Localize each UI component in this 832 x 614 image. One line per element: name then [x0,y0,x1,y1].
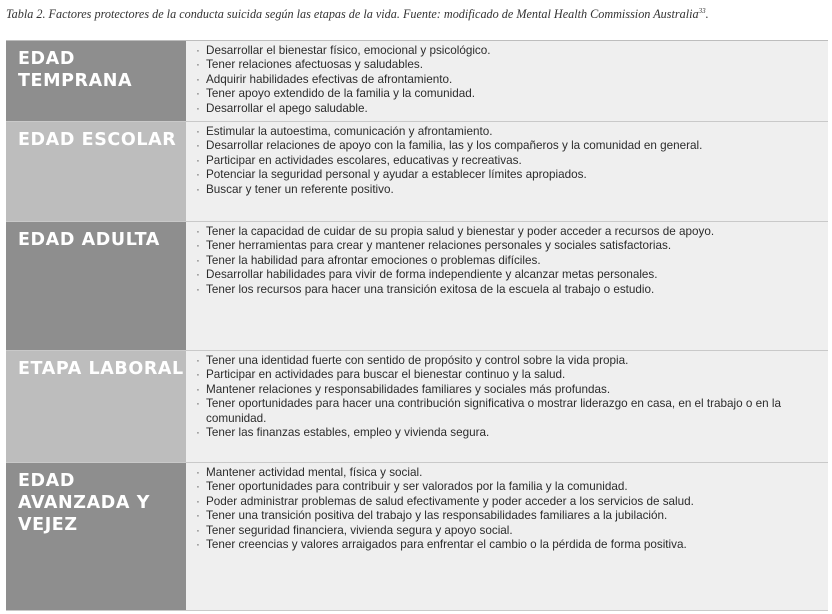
list-item: · Desarrollar habilidades para vivir de forma independiente y alcanzar metas personales. [196,268,820,282]
list-item: · Estimular la autoestima, comunicación y afrontamiento. [196,125,820,139]
factor-list [186,222,828,350]
list-item: · Mantener relaciones y responsabilidades familiares y sociales más profundas. [196,383,820,397]
list-item: · Participar en actividades para buscar el bienestar continuo y la salud. [196,368,820,382]
table-row [6,122,828,222]
list-item: · Tener relaciones afectuosas y saludables. [196,58,820,72]
list-item: · Buscar y tener un referente positivo. [196,183,820,197]
list-item: · Tener las finanzas estables, empleo y vivienda segura. [196,426,820,440]
table-row [6,222,828,351]
caption-reference: 33 [698,7,706,15]
row-label: EDAD ESCOLAR [6,122,186,221]
caption-text: Tabla 2. Factores protectores de la conducta suicida según las etapas de la vida. Fuente: modificado de Mental Health Commission Australia [6,7,699,22]
list-item: · Tener oportunidades para hacer una contribución significativa o mostrar liderazgo en casa, en el trabajo o en la comunidad. [196,397,820,426]
list-item: · Tener la habilidad para afrontar emociones o problemas difíciles. [196,254,820,268]
protective-factors-table [6,40,828,611]
factor-list [186,41,828,121]
list-item: · Tener apoyo extendido de la familia y la comunidad. [196,87,820,101]
list-item: · Participar en actividades escolares, educativas y recreativas. [196,154,820,168]
caption-tail: . [705,7,709,22]
row-label: EDAD TEMPRANA [6,41,186,121]
list-item: · Tener seguridad financiera, vivienda segura y apoyo social. [196,524,820,538]
factor-list [186,463,828,610]
list-item: · Adquirir habilidades efectivas de afrontamiento. [196,73,820,87]
table-row [6,351,828,463]
list-item: · Potenciar la seguridad personal y ayudar a establecer límites apropiados. [196,168,820,182]
row-label: EDAD AVANZADA Y VEJEZ [6,463,186,610]
row-label: EDAD ADULTA [6,222,186,350]
list-item: · Tener los recursos para hacer una transición exitosa de la escuela al trabajo o estudio. [196,283,820,297]
list-item: · Tener herramientas para crear y mantener relaciones personales y sociales satisfactorias. [196,239,820,253]
list-item: · Tener la capacidad de cuidar de su propia salud y bienestar y poder acceder a recursos de apoyo. [196,225,820,239]
table-row [6,41,828,122]
list-item: · Tener oportunidades para contribuir y ser valorados por la familia y la comunidad. [196,480,820,494]
list-item: · Tener una identidad fuerte con sentido de propósito y control sobre la vida propia. [196,354,820,368]
list-item: · Poder administrar problemas de salud efectivamente y poder acceder a los servicios de salud. [196,495,820,509]
table-caption [6,4,826,21]
factor-list [186,351,828,462]
list-item: · Desarrollar el bienestar físico, emocional y psicológico. [196,44,820,58]
table-row [6,463,828,611]
list-item: · Mantener actividad mental, física y social. [196,466,820,480]
list-item: · Desarrollar el apego saludable. [196,102,820,116]
factor-list [186,122,828,221]
list-item: · Tener creencias y valores arraigados para enfrentar el cambio o la pérdida de forma positiva. [196,538,820,552]
list-item: · Desarrollar relaciones de apoyo con la familia, las y los compañeros y la comunidad en general. [196,139,820,153]
row-label: ETAPA LABORAL [6,351,186,462]
list-item: · Tener una transición positiva del trabajo y las responsabilidades familiares a la jubilación. [196,509,820,523]
